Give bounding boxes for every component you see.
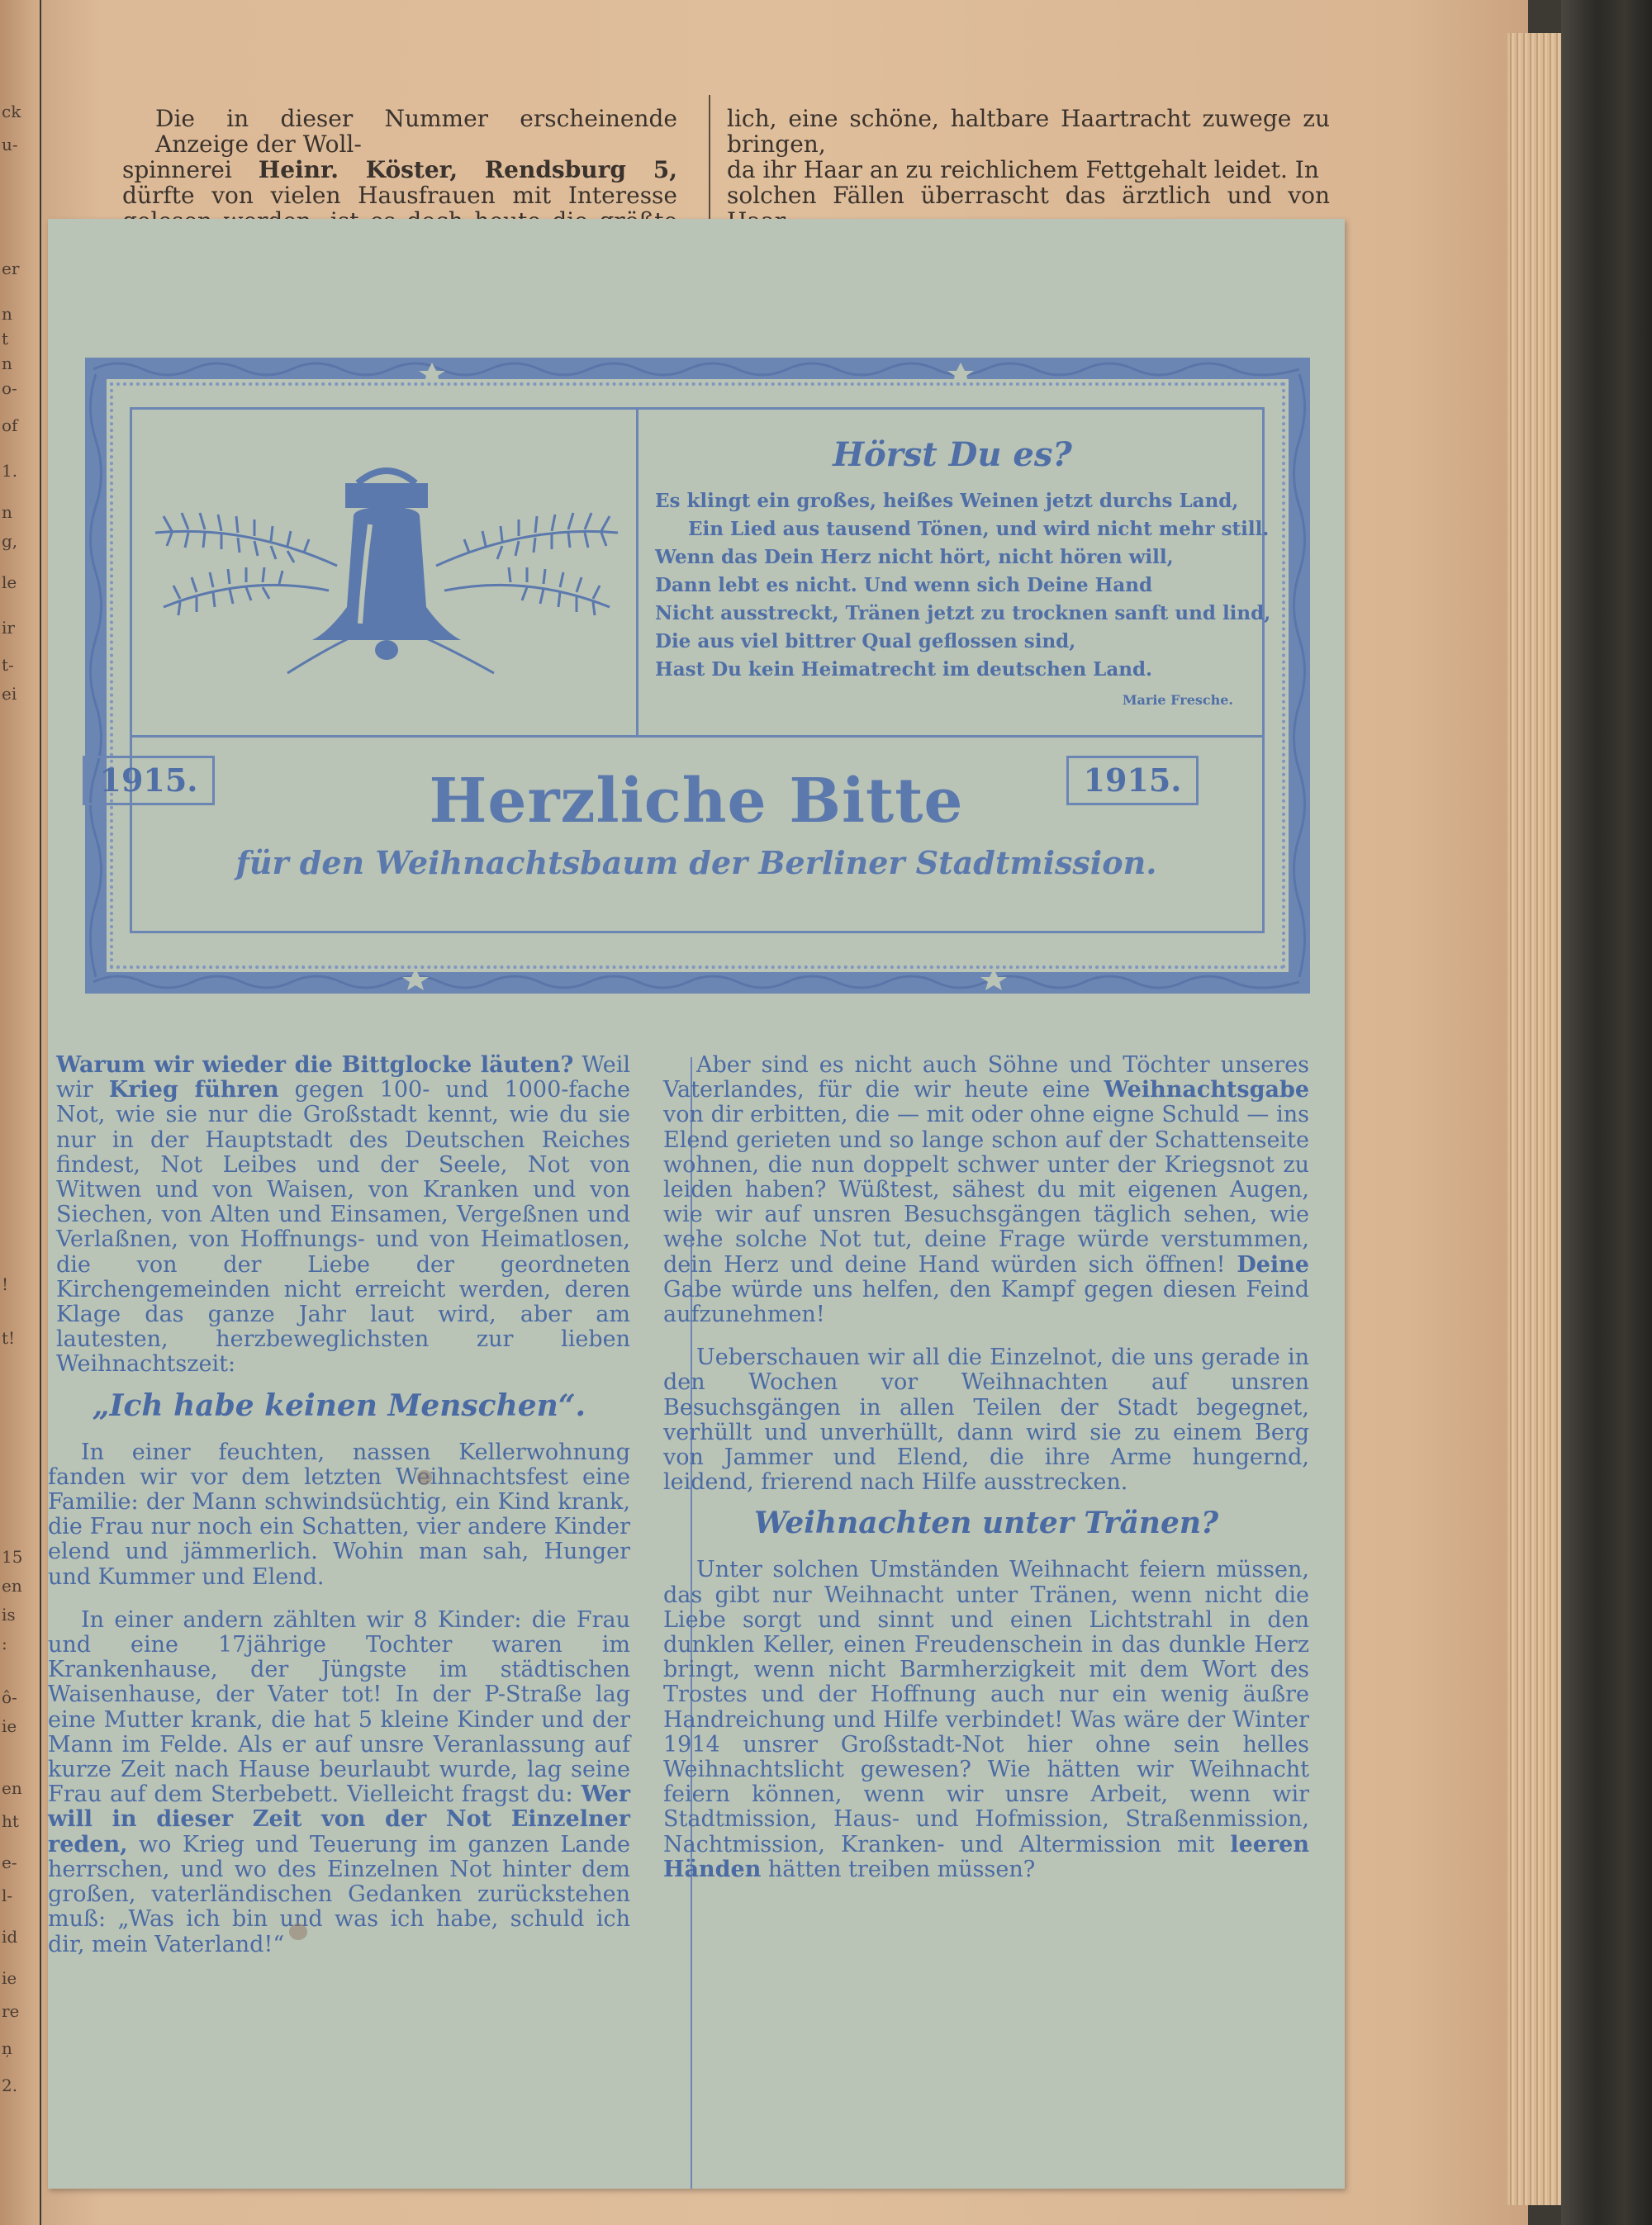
- poem: [655, 435, 1271, 708]
- edge-fragment: n: [2, 502, 12, 522]
- article-fragment-left: [122, 106, 677, 219]
- appeal-subtitle: für den Weihnachtsbaum der Berliner Stadtmission.: [235, 844, 1157, 881]
- appeal-title: Herzliche Bitte: [429, 766, 964, 837]
- text-span: Weil wir: [56, 1052, 630, 1103]
- edge-fragment: :: [2, 1634, 7, 1653]
- emphasis: leeren Händen: [663, 1831, 1309, 1882]
- article-fragment-right: [727, 106, 1330, 219]
- text-span: hätten treiben müssen?: [767, 1856, 1036, 1882]
- text-span: wo Krieg und Teuerung im ganzen Lande herrschen, und wo des Einzelnen Not hinter dem großen, vaterländischen Gedanken zurückstehen muß: „Was ich bin und was ich habe, schuld ich dir, mein Vaterland!“: [48, 1831, 630, 1957]
- advertiser-name: Heinr. Köster, Rendsburg 5,: [258, 156, 677, 183]
- emphasis: Deine: [1237, 1251, 1309, 1278]
- edge-fragment: o-: [2, 378, 17, 398]
- text-span: gegen 100- und 1000-fache Not, wie sie nur die Großstadt kennt, wie du sie nur in der Hauptstadt des Deutschen Reiches findest, Not Leibes und der Seele, Not von Witwen und von Waisen, von Kranken und von Siechen, von Alten und Einsamen, Vergeßnen und Verlaßnen, von Hoffnungs- und von Heimatlosen, die von der Liebe der geordneten Kirchengemeinden nicht erreicht werden, deren Klage das ganze Jahr laut wird, aber am lautesten, herzbeweglichsten zur lieben Weihnachtszeit:: [56, 1077, 630, 1378]
- edge-fragment: e-: [2, 1853, 17, 1872]
- edge-fragment: id: [2, 1927, 18, 1947]
- text-line: solchen Fällen überrascht das ärztlich und von: [727, 182, 1330, 209]
- edge-fragment: ô-: [2, 1687, 17, 1707]
- year-label-left: 1915.: [83, 756, 215, 805]
- edge-fragment: er: [2, 259, 20, 278]
- edge-fragment: le: [2, 572, 17, 592]
- edge-fragment: u-: [2, 135, 18, 154]
- bell-illustration: [147, 467, 626, 681]
- appeal-column-left: [48, 1053, 630, 1957]
- edge-fragment: t-: [2, 655, 14, 675]
- edge-fragment: ht: [2, 1811, 19, 1831]
- edge-fragment: t: [2, 329, 9, 349]
- emphasis: Weihnachtsgabe: [1104, 1077, 1309, 1103]
- edge-fragment: n: [2, 304, 12, 324]
- edge-fragment: of: [2, 415, 18, 435]
- section-heading: Weihnachten unter Tränen?: [753, 1506, 1219, 1541]
- edge-fragment: en: [2, 1576, 22, 1596]
- panel-divider: [636, 407, 638, 738]
- edge-fragment: ņ: [2, 2038, 12, 2058]
- year-label-right: 1915.: [1066, 756, 1199, 805]
- poem-title: Hörst Du es?: [833, 435, 1072, 474]
- appeal-column-right: [663, 1053, 1309, 1882]
- text-span: In einer andern zählten wir 8 Kinder: die Frau und eine 17jährige Tochter waren im Krankenhause, der Jüngste im städtischen Waisenhause, der Vater tot! In der P-Straße lag eine Mutter krank, die hat 5 kleine Kinder und der Mann im Felde. Als er auf unsre Veranlassung auf kurze Zeit nach Hause beurlaubt wurde, lag seine Frau auf dem Sterbebett. Vielleicht fragst du:: [48, 1606, 630, 1808]
- previous-page-edge: [0, 0, 40, 2225]
- text-line: dürfte von: [122, 182, 254, 209]
- text-span: Unter solchen Umständen Weihnacht feiern müssen, das gibt nur Weihnacht unter Tränen, wenn nicht die Liebe sorgt und sinnt und einen Lichtstrahl in den dunklen Keller, einen Freudenschein in das dunkle Herz bringt, wenn nicht Barmherzigkeit mit dem Wort des Trostes und der Hoffnung auch nur ein wenig äußre Handreichung und Hilfe verbindet! Was wäre der Winter 1914 unsrer Großstadt-Not hier ohne sein helles Weihnachtslicht gewesen? Wie hätten wir Weihnacht feiern können, wenn wir unsre Arbeit, wenn wir Stadtmission, Haus- und Hofmission, Straßenmission, Nachtmission, Kranken- und Altermission mit: [663, 1557, 1309, 1857]
- edge-fragment: ie: [2, 1716, 17, 1736]
- poem-line: Hast Du kein Heimatrecht im deutschen Land.: [655, 658, 1153, 681]
- text-line: da ihr Haar an zu reichlichem Fettgehalt leidet. In: [727, 156, 1319, 183]
- edge-fragment: t!: [2, 1328, 16, 1348]
- edge-fragment: 15: [2, 1547, 23, 1567]
- text-span: Aber sind es nicht auch Söhne und Töchter unseres Vaterlandes, für die wir heute eine: [663, 1052, 1309, 1103]
- text-span: Gabe würde uns helfen, den Kampf gegen diesen Feind aufzunehmen!: [663, 1276, 1309, 1328]
- poem-line: Ein Lied aus tausend Tönen, und wird nicht mehr still.: [688, 518, 1270, 540]
- text-line: vielen Hausfrauen mit Interesse: [270, 182, 677, 209]
- poem-line: Nicht ausstreckt, Tränen jetzt zu trocknen sanft und lind,: [655, 602, 1271, 624]
- text-span: von dir erbitten, die — mit oder ohne eigne Schuld — ins Elend gerieten und so lange schon auf der Schattenseite wohnen, die nun doppelt schwer unter der Kriegsnot zu leiden haben? Wüßtest, sähest du mit eigenen Augen, wie wir auf unsren Besuchsgängen täglich sehen, wie wehe solche Not tut, deine Frage würde verstummen, dein Herz und deine Hand würden sich öffnen!: [663, 1102, 1309, 1278]
- poem-line: Die aus viel bittrer Qual geflossen sind,: [655, 630, 1076, 652]
- edge-fragment: re: [2, 2001, 20, 2021]
- edge-fragment: en: [2, 1778, 22, 1798]
- section-heading: „Ich habe keinen Menschen“.: [92, 1388, 586, 1423]
- appeal-leaflet: [48, 219, 1345, 2189]
- appeal-title-block: [213, 764, 1180, 888]
- opening-question: Warum wir wieder die Bittglocke läuten?: [56, 1052, 574, 1078]
- poem-line: Wenn das Dein Herz nicht hört, nicht hören will,: [655, 546, 1174, 568]
- paper-stain: [417, 1470, 432, 1485]
- text-line: Die in dieser Nummer erscheinende Anzeige der Woll-: [155, 105, 677, 158]
- edge-fragment: ei: [2, 684, 17, 704]
- text-line: spinnerei: [122, 156, 232, 183]
- column-rule: [709, 95, 710, 219]
- text-line: lich, eine schöne, haltbare Haartracht zuwege zu bringen,: [727, 105, 1330, 158]
- book-binding: [1561, 0, 1652, 2225]
- edge-fragment: 2.: [2, 2076, 18, 2095]
- emphasis: Krieg führen: [108, 1077, 279, 1103]
- edge-fragment: is: [2, 1605, 16, 1625]
- poem-line: Dann lebt es nicht. Und wenn sich Deine Hand: [655, 574, 1153, 596]
- edge-fragment: n: [2, 353, 12, 373]
- edge-fragment: ie: [2, 1968, 17, 1988]
- paper-stain: [289, 1924, 307, 1940]
- poem-author: Marie Fresche.: [1122, 692, 1233, 708]
- edge-fragment: ck: [2, 102, 21, 121]
- edge-fragment: ir: [2, 618, 15, 638]
- poem-line: Es klingt ein großes, heißes Weinen jetzt durchs Land,: [655, 490, 1239, 512]
- panel-divider: [130, 735, 1265, 738]
- edge-fragment: 1.: [2, 461, 18, 481]
- edge-fragment: l-: [2, 1886, 13, 1905]
- edge-fragment: g,: [2, 531, 18, 551]
- paragraph: Ueberschauen wir all die Einzelnot, die uns gerade in den Wochen vor Weihnachten auf unsren Besuchsgängen in allen Teilen der Stadt begegnet, verhüllt und unverhüllt, dann wird sie zu einem Berg von Jammer und Elend, die ihre Arme hungernd, leidend, frierend nach Hilfe ausstrecken.: [663, 1345, 1309, 1496]
- paragraph: In einer feuchten, nassen Kellerwohnung fanden wir vor dem letzten Weihnachtsfest eine Familie: der Mann schwindsüchtig, ein Kind krank, die Frau nur noch ein Schatten, vier andere Kinder elend und jämmerlich. Wohin man sah, Hunger und Kummer und Elend.: [48, 1439, 630, 1590]
- emphasis: Wer will in dieser Zeit von der Not Einzelner reden,: [48, 1781, 630, 1857]
- edge-fragment: !: [2, 1274, 9, 1294]
